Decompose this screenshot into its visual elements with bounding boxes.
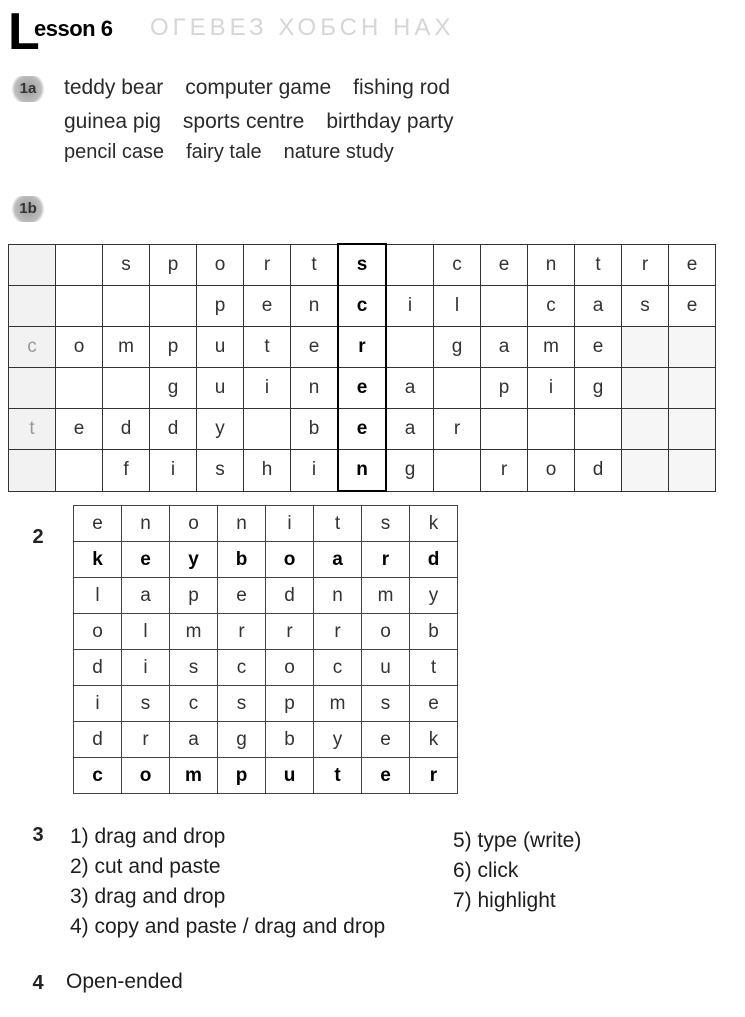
wordsearch-cell: s	[218, 686, 266, 722]
wordsearch-cell: o	[362, 614, 410, 650]
wordsearch-row	[74, 686, 458, 722]
crossword-cell: e	[244, 286, 291, 327]
wordsearch-cell: c	[218, 650, 266, 686]
wordsearch-cell: k	[74, 542, 122, 578]
crossword-cell: y	[197, 409, 244, 450]
crossword-cell: i	[528, 368, 575, 409]
wordsearch-cell: p	[218, 758, 266, 794]
crossword-cell	[9, 450, 56, 492]
crossword-row	[9, 244, 716, 286]
crossword-cell: c	[434, 244, 481, 286]
crossword-cell: e	[481, 244, 528, 286]
crossword-cell	[103, 368, 150, 409]
crossword-cell: a	[386, 409, 434, 450]
wordsearch-cell: b	[410, 614, 458, 650]
exercise-4-badge: 4	[32, 972, 44, 994]
crossword-cell	[56, 244, 103, 286]
wordsearch-cell: n	[314, 578, 362, 614]
crossword-cell	[9, 368, 56, 409]
ex1a-word: guinea pig	[64, 110, 161, 133]
crossword-cell	[103, 286, 150, 327]
wordsearch-row	[74, 614, 458, 650]
crossword-cell	[669, 327, 716, 368]
crossword-cell: e	[338, 409, 386, 450]
crossword-cell	[56, 450, 103, 492]
wordsearch-cell: i	[266, 506, 314, 542]
wordsearch-cell: i	[122, 650, 170, 686]
wordsearch-cell: r	[266, 614, 314, 650]
wordsearch-grid	[73, 505, 458, 794]
exercise-1a-badge: 1a	[10, 76, 46, 102]
crossword-cell: o	[56, 327, 103, 368]
crossword-cell: i	[150, 450, 197, 492]
crossword-cell	[244, 409, 291, 450]
crossword-cell	[669, 409, 716, 450]
crossword-cell: c	[338, 286, 386, 327]
wordsearch-cell: o	[170, 506, 218, 542]
crossword-row	[9, 327, 716, 368]
wordsearch-cell: c	[314, 650, 362, 686]
crossword-cell: l	[434, 286, 481, 327]
crossword-cell: g	[150, 368, 197, 409]
ex1a-row	[64, 76, 472, 100]
wordsearch-cell: o	[266, 650, 314, 686]
crossword-cell: r	[622, 244, 669, 286]
crossword-cell: e	[56, 409, 103, 450]
crossword-cell: u	[197, 368, 244, 409]
crossword-cell	[9, 244, 56, 286]
ex3-answer: 7) highlight	[453, 889, 556, 912]
ex1a-word: teddy bear	[64, 76, 164, 99]
crossword-cell: u	[197, 327, 244, 368]
crossword-cell: m	[103, 327, 150, 368]
crossword-cell: s	[103, 244, 150, 286]
wordsearch-cell: e	[122, 542, 170, 578]
ex3-answer: 6) click	[453, 859, 519, 882]
wordsearch-cell: o	[74, 614, 122, 650]
wordsearch-cell: d	[74, 722, 122, 758]
wordsearch-cell: m	[170, 758, 218, 794]
wordsearch-row	[74, 506, 458, 542]
wordsearch-cell: a	[122, 578, 170, 614]
wordsearch-row	[74, 578, 458, 614]
crossword-cell: f	[103, 450, 150, 492]
ex3-answer: 3) drag and drop	[70, 885, 226, 908]
crossword-cell: c	[528, 286, 575, 327]
wordsearch-cell: l	[74, 578, 122, 614]
wordsearch-cell: y	[314, 722, 362, 758]
crossword-cell: p	[150, 327, 197, 368]
crossword-cell: d	[103, 409, 150, 450]
crossword-cell: n	[528, 244, 575, 286]
crossword-cell: e	[291, 327, 339, 368]
crossword-cell: e	[669, 244, 716, 286]
ex1a-row	[64, 141, 416, 164]
lesson-title-initial: L	[8, 3, 40, 61]
ex1a-word: fairy tale	[186, 141, 262, 163]
crossword-cell	[622, 409, 669, 450]
wordsearch-cell: n	[122, 506, 170, 542]
wordsearch-cell: c	[74, 758, 122, 794]
wordsearch-cell: e	[362, 722, 410, 758]
wordsearch-cell: r	[362, 542, 410, 578]
wordsearch-cell: p	[170, 578, 218, 614]
wordsearch-cell: r	[314, 614, 362, 650]
wordsearch-row	[74, 758, 458, 794]
wordsearch-cell: m	[170, 614, 218, 650]
wordsearch-cell: b	[218, 542, 266, 578]
wordsearch-cell: c	[170, 686, 218, 722]
crossword-cell: a	[481, 327, 528, 368]
wordsearch-cell: g	[218, 722, 266, 758]
wordsearch-cell: p	[266, 686, 314, 722]
wordsearch-row	[74, 722, 458, 758]
crossword-row	[9, 409, 716, 450]
crossword-cell	[9, 286, 56, 327]
crossword-cell: p	[481, 368, 528, 409]
crossword-cell	[481, 409, 528, 450]
wordsearch-cell: e	[410, 686, 458, 722]
crossword-cell	[622, 327, 669, 368]
crossword-cell: t	[575, 244, 622, 286]
wordsearch-cell: t	[314, 506, 362, 542]
crossword-cell: c	[9, 327, 56, 368]
crossword-cell	[56, 368, 103, 409]
wordsearch-row	[74, 542, 458, 578]
crossword-cell: r	[481, 450, 528, 492]
crossword-cell: t	[244, 327, 291, 368]
crossword-cell	[386, 244, 434, 286]
crossword-cell: i	[291, 450, 339, 492]
crossword-cell: p	[150, 244, 197, 286]
crossword-cell	[669, 368, 716, 409]
crossword-cell	[528, 409, 575, 450]
crossword-cell: t	[9, 409, 56, 450]
crossword-cell: s	[622, 286, 669, 327]
wordsearch-cell: m	[314, 686, 362, 722]
ex1a-word: pencil case	[64, 141, 165, 163]
crossword-grid	[8, 243, 716, 492]
crossword-cell	[481, 286, 528, 327]
crossword-cell	[434, 450, 481, 492]
ex3-answer: 1) drag and drop	[70, 825, 226, 848]
crossword-cell	[56, 286, 103, 327]
crossword-cell: a	[386, 368, 434, 409]
wordsearch-cell: a	[170, 722, 218, 758]
crossword-cell: o	[528, 450, 575, 492]
crossword-cell: e	[338, 368, 386, 409]
ex3-answer: 4) copy and paste / drag and drop	[70, 915, 386, 938]
crossword-cell: s	[197, 450, 244, 492]
crossword-cell: m	[528, 327, 575, 368]
ex3-list-left	[70, 822, 385, 942]
crossword-cell: p	[197, 286, 244, 327]
crossword-cell: n	[291, 368, 339, 409]
lesson-title: esson 6	[34, 16, 113, 41]
crossword-row	[9, 450, 716, 492]
crossword-cell: i	[386, 286, 434, 327]
crossword-cell: r	[434, 409, 481, 450]
wordsearch-cell: r	[122, 722, 170, 758]
wordsearch-cell: b	[266, 722, 314, 758]
crossword-cell: e	[575, 327, 622, 368]
exercise-1b-badge: 1b	[10, 196, 46, 222]
wordsearch-cell: k	[410, 506, 458, 542]
crossword-cell	[622, 450, 669, 492]
ex4-answer: Open-ended	[66, 970, 183, 993]
wordsearch-cell: d	[266, 578, 314, 614]
crossword-cell	[575, 409, 622, 450]
crossword-cell	[434, 368, 481, 409]
wordsearch-cell: n	[218, 506, 266, 542]
crossword-cell: e	[669, 286, 716, 327]
wordsearch-cell: a	[314, 542, 362, 578]
exercise-2-badge: 2	[32, 526, 44, 548]
crossword-cell	[622, 368, 669, 409]
crossword-row	[9, 368, 716, 409]
wordsearch-cell: u	[362, 650, 410, 686]
crossword-cell: n	[338, 450, 386, 492]
crossword-cell: n	[291, 286, 339, 327]
ex1a-word: computer game	[185, 76, 332, 99]
crossword-cell: t	[291, 244, 339, 286]
ex3-list-right	[453, 826, 581, 916]
crossword-cell: r	[338, 327, 386, 368]
wordsearch-cell: r	[410, 758, 458, 794]
wordsearch-cell: s	[362, 686, 410, 722]
faded-heading: ОГЕВЕЗ ХОБСН НАХ	[150, 14, 455, 41]
wordsearch-cell: s	[122, 686, 170, 722]
wordsearch-cell: l	[122, 614, 170, 650]
ex1a-word: birthday party	[326, 110, 454, 133]
exercise-3-badge: 3	[32, 824, 44, 846]
wordsearch-cell: e	[362, 758, 410, 794]
wordsearch-cell: t	[410, 650, 458, 686]
wordsearch-cell: e	[218, 578, 266, 614]
wordsearch-cell: y	[410, 578, 458, 614]
crossword-row	[9, 286, 716, 327]
wordsearch-cell: i	[74, 686, 122, 722]
crossword-cell	[386, 327, 434, 368]
wordsearch-cell: o	[266, 542, 314, 578]
crossword-cell: h	[244, 450, 291, 492]
wordsearch-cell: r	[218, 614, 266, 650]
ex1a-word: sports centre	[182, 110, 305, 133]
ex3-answer: 2) cut and paste	[70, 855, 221, 878]
wordsearch-cell: o	[122, 758, 170, 794]
wordsearch-row	[74, 650, 458, 686]
crossword-cell: g	[434, 327, 481, 368]
wordsearch-cell: s	[362, 506, 410, 542]
crossword-cell: b	[291, 409, 339, 450]
wordsearch-cell: k	[410, 722, 458, 758]
wordsearch-cell: t	[314, 758, 362, 794]
crossword-cell: d	[575, 450, 622, 492]
wordsearch-cell: d	[74, 650, 122, 686]
wordsearch-cell: s	[170, 650, 218, 686]
ex1a-word: fishing rod	[353, 76, 451, 99]
wordsearch-cell: e	[74, 506, 122, 542]
crossword-cell: i	[244, 368, 291, 409]
crossword-cell: o	[197, 244, 244, 286]
wordsearch-cell: m	[362, 578, 410, 614]
crossword-cell: d	[150, 409, 197, 450]
wordsearch-cell: u	[266, 758, 314, 794]
ex3-answer: 5) type (write)	[453, 829, 582, 852]
crossword-cell: g	[386, 450, 434, 492]
wordsearch-cell: d	[410, 542, 458, 578]
crossword-cell: s	[338, 244, 386, 286]
crossword-cell: a	[575, 286, 622, 327]
crossword-cell: r	[244, 244, 291, 286]
crossword-cell: g	[575, 368, 622, 409]
ex1a-word: nature study	[283, 141, 394, 163]
wordsearch-cell: y	[170, 542, 218, 578]
ex1a-row	[64, 110, 476, 134]
crossword-cell	[669, 450, 716, 492]
crossword-cell	[150, 286, 197, 327]
